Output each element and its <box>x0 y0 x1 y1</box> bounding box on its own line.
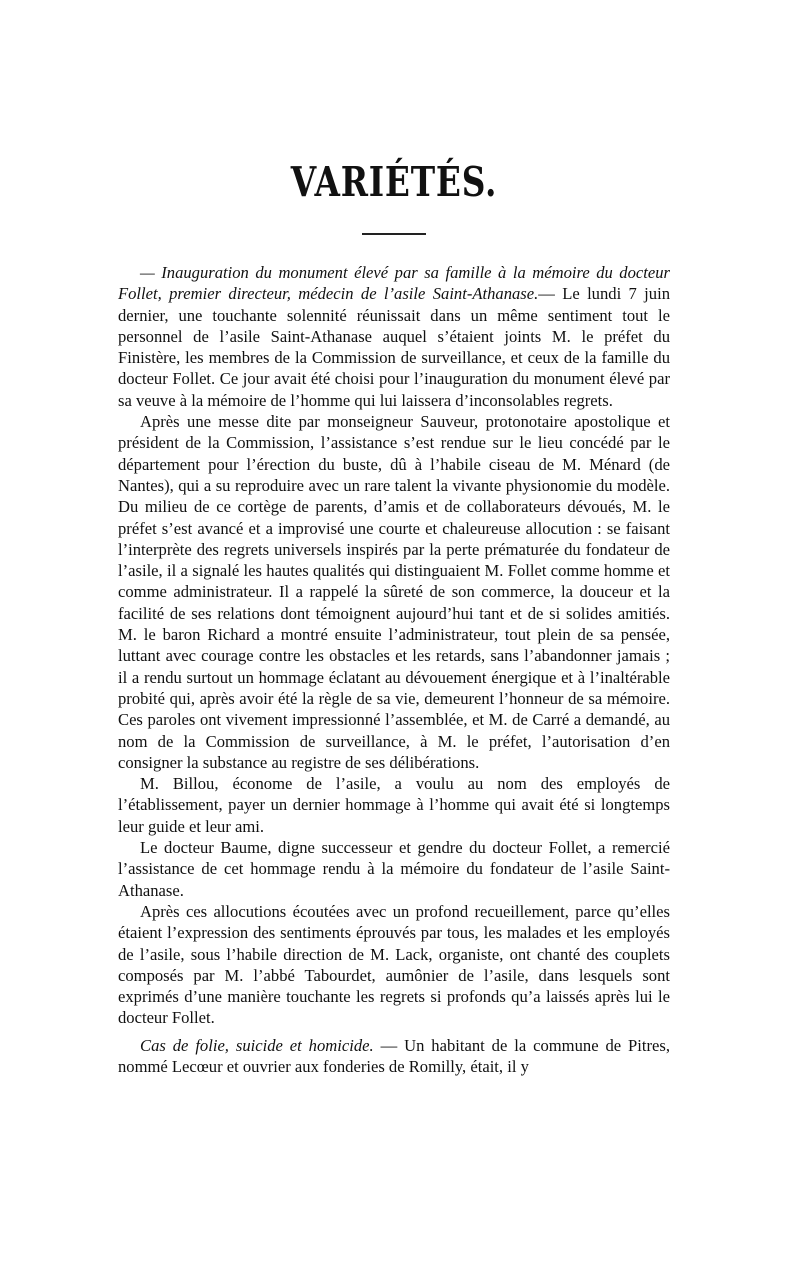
paragraph-text: M. Billou, économe de l’asile, a voulu au nom des employés de l’établissement, payer un dernier hommage à l’homme qui avait été si longtemps leur guide et leur ami. <box>118 774 670 836</box>
heading-divider <box>362 233 426 235</box>
paragraph-text: — Un habitant de la commune de Pitres, nommé Lecœur et ouvrier aux fonderies de Romilly, était, il y <box>118 1035 670 1076</box>
paragraph-cas-de-folie <box>118 1035 670 1078</box>
paragraph-allocutions <box>118 901 670 1029</box>
paragraph-text: — Le lundi 7 juin dernier, une touchante solennité réunissait dans un même sentiment tout le personnel de l’asile Saint-Athanase auquel s’étaient joints M. le préfet du Finistère, les membres de la Commission de surveillance, et ceux de la famille du docteur Follet. Ce jour avait été choisi pour l’inauguration du monument élevé par sa veuve à la mémoire de l’homme qui lui laissera d’inconsolables regrets. <box>118 284 670 410</box>
paragraph-ceremony <box>118 411 670 773</box>
article-body <box>118 262 670 1077</box>
paragraph-lead: Cas de folie, suicide et homicide. <box>140 1035 374 1055</box>
paragraph-text: Le docteur Baume, digne successeur et gendre du docteur Follet, a remercié l’assistance de cet hommage rendu à la mémoire du fondateur de l’asile Saint-Athanase. <box>118 838 670 900</box>
paragraph-lead: — Inauguration du monument élevé par sa famille à la mémoire du docteur Follet, premier directeur, médecin de l’asile Saint-Athanase. <box>118 263 670 304</box>
paragraph-text: Après une messe dite par monseigneur Sauveur, protonotaire apostolique et président de la Commission, l’assistance s’est rendue sur le lieu concédé par le département pour l’érection du buste, dû à l’habile ciseau de M. Ménard (de Nantes), qui a su reproduire avec un rare talent la vivante physionomie du modèle. Du milieu de ce cortège de parents, d’amis et de collaborateurs dévoués, M. le préfet s’est avancé et a improvisé une courte et chaleureuse allocution : se faisant l’interprète des regrets universels inspirés par la perte prématurée du fondateur de l’asile, il a signalé les hautes qualités qui distinguaient M. Follet comme homme et comme administrateur. Il a rappelé la sûreté de son commerce, la douceur et la facilité de ses relations dont témoignent aujourd’hui tant et de si solides amitiés. M. le baron Richard a montré ensuite l’administrateur, tout plein de sa pensée, luttant avec courage contre les obstacles et les retards, sans l’abandonner jamais ; il a rendu surtout un hommage éclatant au dévouement énergique et à l’inaltérable probité qui, après avoir été la règle de sa vie, demeurent l’honneur de sa mémoire. Ces paroles ont vivement impressionné l’assemblée, et M. de Carré a demandé, au nom de la Commission de surveillance, à M. le préfet, l’autorisation d’en consigner la substance au registre de ses délibérations. <box>118 412 670 772</box>
paragraph-inauguration <box>118 262 670 411</box>
section-heading: VARIÉTÉS. <box>290 158 498 206</box>
paragraph-text: Après ces allocutions écoutées avec un profond recueillement, parce qu’elles étaient l’expression des sentiments éprouvés par tous, les malades et les employés de l’asile, sous l’habile direction de M. Lack, organiste, ont chanté des couplets composés par M. l’abbé Tabourdet, aumônier de l’asile, dans lesquels sont exprimés d’une manière touchante les regrets si profonds qu’a laissés après lui le docteur Follet. <box>118 901 670 1028</box>
page <box>118 150 670 1077</box>
paragraph-billou <box>118 773 670 837</box>
paragraph-baume <box>118 837 670 901</box>
